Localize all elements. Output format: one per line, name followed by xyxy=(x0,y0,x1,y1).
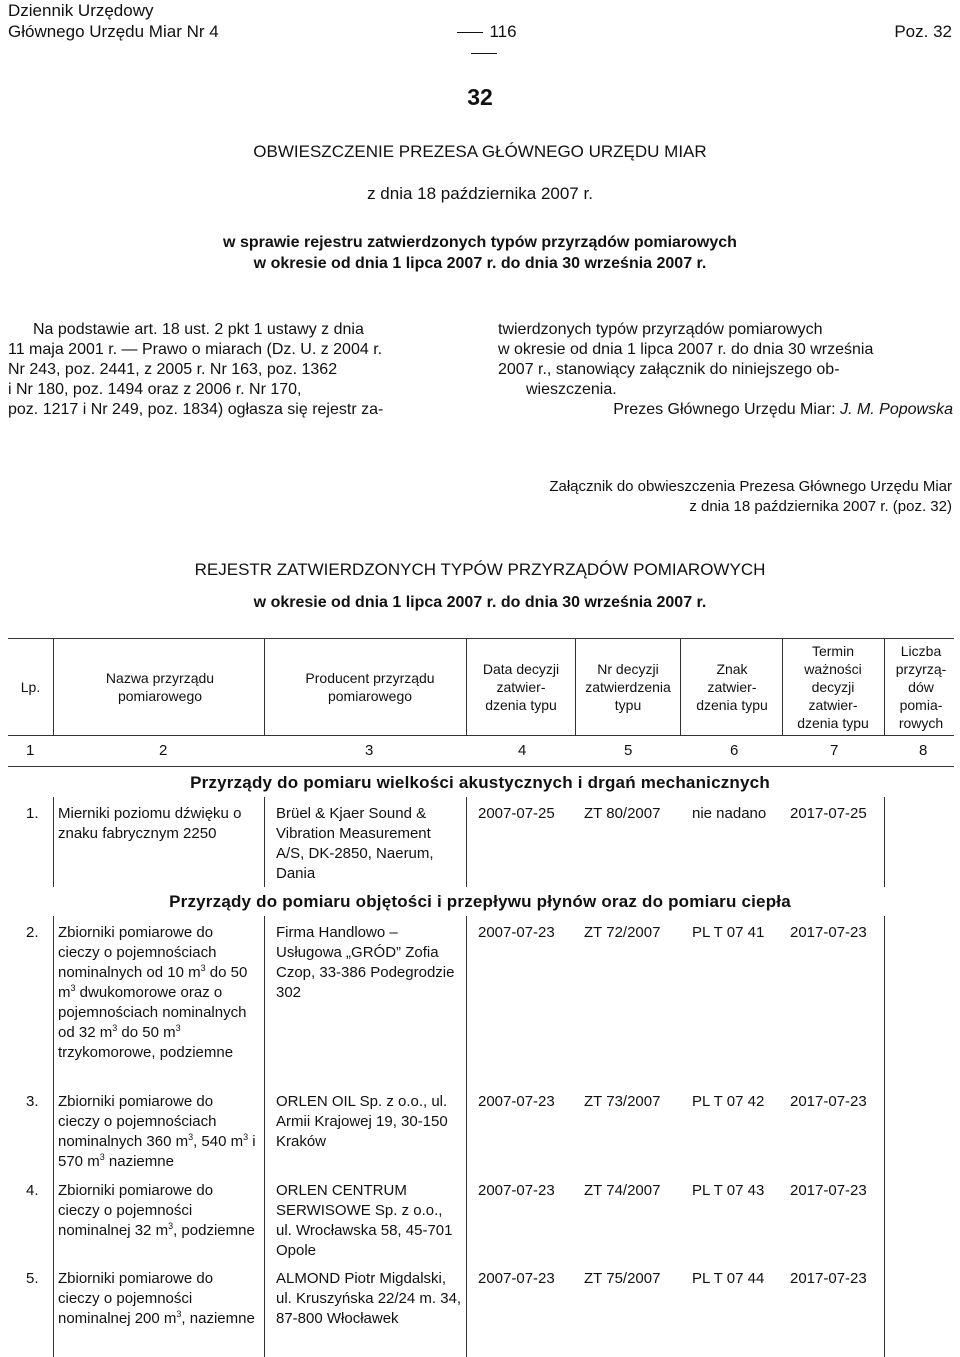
col-number-1: 1 xyxy=(26,742,35,759)
row-mark: PL T 07 41 xyxy=(692,924,765,941)
col-number-7: 7 xyxy=(830,742,839,759)
row-decision: ZT 80/2007 xyxy=(584,805,661,822)
page-number-block xyxy=(434,21,534,63)
row-decision: ZT 75/2007 xyxy=(584,1270,661,1287)
vline-body-1b xyxy=(53,916,54,1357)
signature-prefix: Prezes Głównego Urzędu Miar: xyxy=(613,401,841,418)
row-date: 2007-07-23 xyxy=(478,924,555,941)
vline-body-3b xyxy=(466,916,467,1357)
page-number: 116 xyxy=(489,22,517,41)
body-left-column xyxy=(8,320,463,420)
table-numbers-border xyxy=(8,766,954,767)
position-label: Poz. 32 xyxy=(894,22,952,41)
attachment-line2: z dnia 18 października 2007 r. (poz. 32) xyxy=(689,498,952,515)
vline-body-1a xyxy=(53,797,54,887)
col-number-8: 8 xyxy=(919,742,928,759)
body-right-column xyxy=(498,320,953,420)
row-decision: ZT 72/2007 xyxy=(584,924,661,941)
attachment-note xyxy=(549,477,952,517)
row-name: Zbiorniki pomiarowe do cieczy o pojemnościach nominalnych od 10 $m^3$ do 50 $m^3$ dwukomorowe oraz o pojemnościach nominalnych od 32 $m^3$ do 50 $m^3$ trzykomorowe, podziemne xyxy=(58,924,248,1061)
row-lp: 1. xyxy=(26,805,39,822)
vline-header-1 xyxy=(53,638,54,735)
row-lp: 2. xyxy=(26,924,39,941)
col-number-4: 4 xyxy=(518,742,527,759)
body-right-line-0: twierdzonych typów przyrządów pomiarowych xyxy=(498,321,823,338)
row-name: Mierniki poziomu dźwięku o znaku fabrycznym 2250 xyxy=(58,805,242,842)
col-number-2: 2 xyxy=(159,742,168,759)
row-name: Zbiorniki pomiarowe do cieczy o pojemności nominalnej 32 $m^3$, podziemne xyxy=(58,1182,255,1239)
announcement-title: OBWIESZCZENIE PREZESA GŁÓWNEGO URZĘDU MIAR xyxy=(253,142,707,161)
row-date: 2007-07-23 xyxy=(478,1270,555,1287)
row-decision: ZT 74/2007 xyxy=(584,1182,661,1199)
row-producer: Brüel & Kjaer Sound & Vibration Measurement A/S, DK-2850, Naerum, Dania xyxy=(276,805,434,882)
row-name: Zbiorniki pomiarowe do cieczy o pojemności nominalnej 200 $m^3$, naziemne xyxy=(58,1270,255,1327)
body-right-line-1: w okresie od dnia 1 lipca 2007 r. do dnia 30 września xyxy=(498,341,874,358)
section-header-volume: Przyrządy do pomiaru objętości i przepływu płynów oraz do pomiaru ciepła xyxy=(169,892,791,911)
journal-name-line1: Dziennik Urzędowy xyxy=(8,1,154,20)
body-left-line-0: Na podstawie art. 18 ust. 2 pkt 1 ustawy z dnia xyxy=(33,321,364,338)
journal-name-line2: Głównego Urzędu Miar Nr 4 xyxy=(8,22,219,41)
announcement-subject xyxy=(0,232,960,274)
col-header-decision: Nr decyzji zatwierdzenia typu xyxy=(585,661,671,713)
announcement-date: z dnia 18 października 2007 r. xyxy=(367,184,593,203)
body-left-line-2: Nr 243, poz. 2441, z 2005 r. Nr 163, poz. 1362 xyxy=(8,361,338,378)
dash-right xyxy=(471,53,497,54)
vline-body-3a xyxy=(466,797,467,887)
vline-header-2 xyxy=(264,638,265,735)
row-valid: 2017-07-25 xyxy=(790,805,867,822)
row-lp: 5. xyxy=(26,1270,39,1287)
vline-header-6 xyxy=(782,638,783,735)
signature xyxy=(498,400,953,420)
vline-body-7b xyxy=(884,916,885,1357)
row-lp: 3. xyxy=(26,1093,39,1110)
col-header-count: Liczba przyrzą-dów pomia-rowych xyxy=(895,643,947,731)
table-top-border xyxy=(8,638,954,639)
vline-body-2a xyxy=(264,797,265,887)
journal-name xyxy=(8,0,219,42)
row-decision: ZT 73/2007 xyxy=(584,1093,661,1110)
body-left-line-3: i Nr 180, poz. 1494 oraz z 2006 r. Nr 170, xyxy=(8,381,302,398)
row-valid: 2017-07-23 xyxy=(790,1270,867,1287)
vline-header-4 xyxy=(575,638,576,735)
row-mark: PL T 07 44 xyxy=(692,1270,765,1287)
vline-body-2b xyxy=(264,916,265,1357)
row-name: Zbiorniki pomiarowe do cieczy o pojemnościach nominalnych 360 $m^3$, 540 $m^3$ i 570 $m^3$ naziemne xyxy=(58,1093,256,1170)
col-header-name: Nazwa przyrządu pomiarowego xyxy=(105,670,215,704)
row-valid: 2017-07-23 xyxy=(790,1093,867,1110)
body-left-line-1: 11 maja 2001 r. — Prawo o miarach (Dz. U. z 2004 r. xyxy=(8,341,383,358)
vline-body-7a xyxy=(884,797,885,887)
row-producer: Firma Handlowo – Usługowa „GRÓD” Zofia Czop, 33-386 Podegrodzie 302 xyxy=(276,924,455,1001)
attachment-line1: Załącznik do obwieszczenia Prezesa Głównego Urzędu Miar xyxy=(549,478,952,495)
col-header-date: Data decyzji zatwier-dzenia typu xyxy=(482,661,560,713)
vline-header-5 xyxy=(680,638,681,735)
body-left-line-4: poz. 1217 i Nr 249, poz. 1834) ogłasza się rejestr za- xyxy=(8,401,384,418)
row-producer: ORLEN OIL Sp. z o.o., ul. Armii Krajowej 19, 30-150 Kraków xyxy=(276,1093,448,1150)
col-number-5: 5 xyxy=(624,742,633,759)
subject-line2: w okresie od dnia 1 lipca 2007 r. do dnia 30 września 2007 r. xyxy=(253,255,707,272)
col-header-producer: Producent przyrządu pomiarowego xyxy=(305,670,435,704)
row-mark: PL T 07 43 xyxy=(692,1182,765,1199)
announcement-number: 32 xyxy=(467,84,493,110)
table-header-border xyxy=(8,735,954,736)
row-mark: nie nadano xyxy=(692,805,767,822)
col-number-6: 6 xyxy=(730,742,739,759)
register-title: REJESTR ZATWIERDZONYCH TYPÓW PRZYRZĄDÓW POMIAROWYCH xyxy=(194,560,766,579)
row-date: 2007-07-23 xyxy=(478,1182,555,1199)
row-producer: ALMOND Piotr Migdalski, ul. Kruszyńska 22/24 m. 34, 87-800 Włocławek xyxy=(276,1270,462,1327)
col-header-lp: Lp. xyxy=(20,679,41,695)
row-valid: 2017-07-23 xyxy=(790,1182,867,1199)
col-number-3: 3 xyxy=(365,742,374,759)
col-header-valid: Termin ważności decyzji zatwier-dzenia typu xyxy=(797,643,869,731)
col-header-mark: Znak zatwier-dzenia typu xyxy=(696,661,768,713)
row-mark: PL T 07 42 xyxy=(692,1093,765,1110)
vline-header-7 xyxy=(884,638,885,735)
body-right-line-2: 2007 r., stanowiący załącznik do niniejszego ob- xyxy=(498,361,840,378)
row-date: 2007-07-23 xyxy=(478,1093,555,1110)
vline-header-3 xyxy=(466,638,467,735)
row-producer: ORLEN CENTRUM SERWISOWE Sp. z o.o., ul. Wrocławska 58, 45-701 Opole xyxy=(276,1182,453,1259)
dash-left xyxy=(457,32,483,33)
register-subtitle: w okresie od dnia 1 lipca 2007 r. do dnia 30 września 2007 r. xyxy=(253,594,707,611)
subject-line1: w sprawie rejestru zatwierdzonych typów przyrządów pomiarowych xyxy=(223,234,737,251)
row-lp: 4. xyxy=(26,1182,39,1199)
signature-name: J. M. Popowska xyxy=(840,401,953,418)
row-date: 2007-07-25 xyxy=(478,805,555,822)
section-header-acoustic: Przyrządy do pomiaru wielkości akustycznych i drgań mechanicznych xyxy=(190,773,770,792)
row-valid: 2017-07-23 xyxy=(790,924,867,941)
body-right-line-3: wieszczenia. xyxy=(526,381,617,398)
